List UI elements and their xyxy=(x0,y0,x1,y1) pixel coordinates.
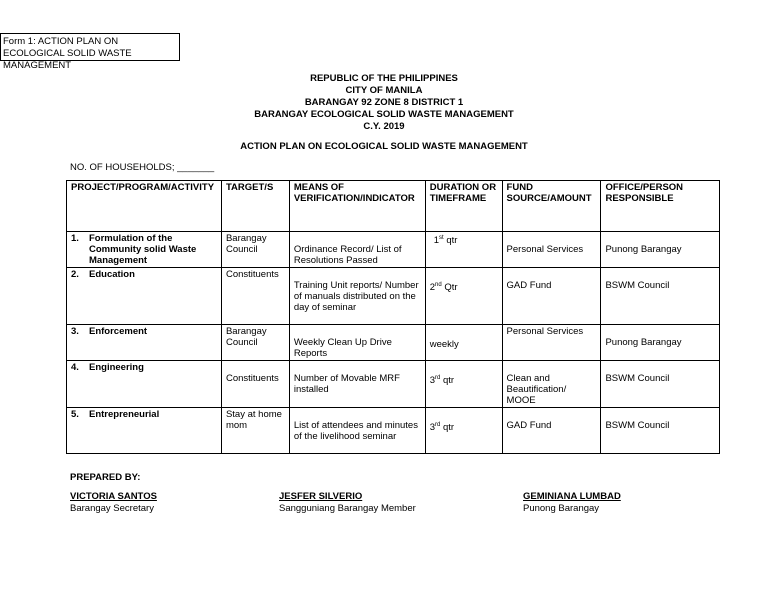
col-header-means: MEANS OF VERIFICATION/INDICATOR xyxy=(289,181,425,232)
activity-cell: 3. Enforcement xyxy=(67,325,222,361)
col-header-office: OFFICE/PERSON RESPONSIBLE xyxy=(601,181,720,232)
households-field: NO. OF HOUSEHOLDS; _______ xyxy=(70,162,215,173)
form-label: Form 1: ACTION PLAN ON ECOLOGICAL SOLID WASTE MANAGEMENT xyxy=(0,33,180,61)
table-row xyxy=(67,268,720,325)
action-plan-table xyxy=(66,180,720,454)
header-barangay: BARANGAY 92 ZONE 8 DISTRICT 1 xyxy=(304,97,464,108)
target-cell: Constituents xyxy=(221,268,289,325)
signatory-role: Barangay Secretary xyxy=(70,503,154,514)
fund-cell: GAD Fund xyxy=(502,408,601,454)
signatory-secretary xyxy=(70,491,157,515)
duration-cell: 2nd Qtr xyxy=(425,268,502,325)
target-cell: Barangay Council xyxy=(221,325,289,361)
office-cell: BSWM Council xyxy=(601,268,720,325)
prepared-by-label: PREPARED BY: xyxy=(70,472,141,483)
table-row xyxy=(67,361,720,408)
signatory-name: JESFER SILVERIO xyxy=(279,491,363,502)
col-header-fund: FUND SOURCE/AMOUNT xyxy=(502,181,601,232)
table-header-row xyxy=(67,181,720,232)
signatory-member xyxy=(279,491,416,515)
means-cell: Training Unit reports/ Number of manuals distributed on the day of seminar xyxy=(289,268,425,325)
means-cell: Ordinance Record/ List of Resolutions Passed xyxy=(289,232,425,268)
target-cell: Barangay Council xyxy=(221,232,289,268)
signatory-punong-barangay xyxy=(523,491,621,515)
office-cell: BSWM Council xyxy=(601,408,720,454)
table-row xyxy=(67,232,720,268)
duration-cell: 3rd qtr xyxy=(425,408,502,454)
fund-cell: Personal Services xyxy=(502,325,601,361)
office-cell: Punong Barangay xyxy=(601,325,720,361)
activity-cell: 5. Entrepreneurial xyxy=(67,408,222,454)
table-row xyxy=(67,325,720,361)
signatory-name: GEMINIANA LUMBAD xyxy=(523,491,621,502)
activity-cell: 4. Engineering xyxy=(67,361,222,408)
document-title: ACTION PLAN ON ECOLOGICAL SOLID WASTE MANAGEMENT xyxy=(240,141,528,152)
means-cell: List of attendees and minutes of the livelihood seminar xyxy=(289,408,425,454)
header-city: CITY OF MANILA xyxy=(345,85,423,96)
means-cell: Number of Movable MRF installed xyxy=(289,361,425,408)
target-cell: Stay at home mom xyxy=(221,408,289,454)
table-row xyxy=(67,408,720,454)
office-cell: BSWM Council xyxy=(601,361,720,408)
office-cell: Punong Barangay xyxy=(601,232,720,268)
col-header-duration: DURATION OR TIMEFRAME xyxy=(425,181,502,232)
duration-cell: weekly xyxy=(425,325,502,361)
header-year: C.Y. 2019 xyxy=(363,121,405,132)
fund-cell: GAD Fund xyxy=(502,268,601,325)
activity-cell: 1. Formulation of the Community solid Waste Management xyxy=(67,232,222,268)
activity-cell: 2. Education xyxy=(67,268,222,325)
signatory-role: Punong Barangay xyxy=(523,503,600,514)
duration-cell: 3rd qtr xyxy=(425,361,502,408)
fund-cell: Personal Services xyxy=(502,232,601,268)
means-cell: Weekly Clean Up Drive Reports xyxy=(289,325,425,361)
col-header-activity: PROJECT/PROGRAM/ACTIVITY xyxy=(67,181,222,232)
col-header-targets: TARGET/S xyxy=(221,181,289,232)
target-cell: Constituents xyxy=(221,361,289,408)
duration-cell: 1st qtr xyxy=(425,232,502,268)
signatory-name: VICTORIA SANTOS xyxy=(70,491,157,502)
header-bswm: BARANGAY ECOLOGICAL SOLID WASTE MANAGEMENT xyxy=(254,109,514,120)
header-republic: REPUBLIC OF THE PHILIPPINES xyxy=(310,73,458,84)
signatory-role: Sangguniang Barangay Member xyxy=(279,503,416,514)
fund-cell: Clean and Beautification/ MOOE xyxy=(502,361,601,408)
